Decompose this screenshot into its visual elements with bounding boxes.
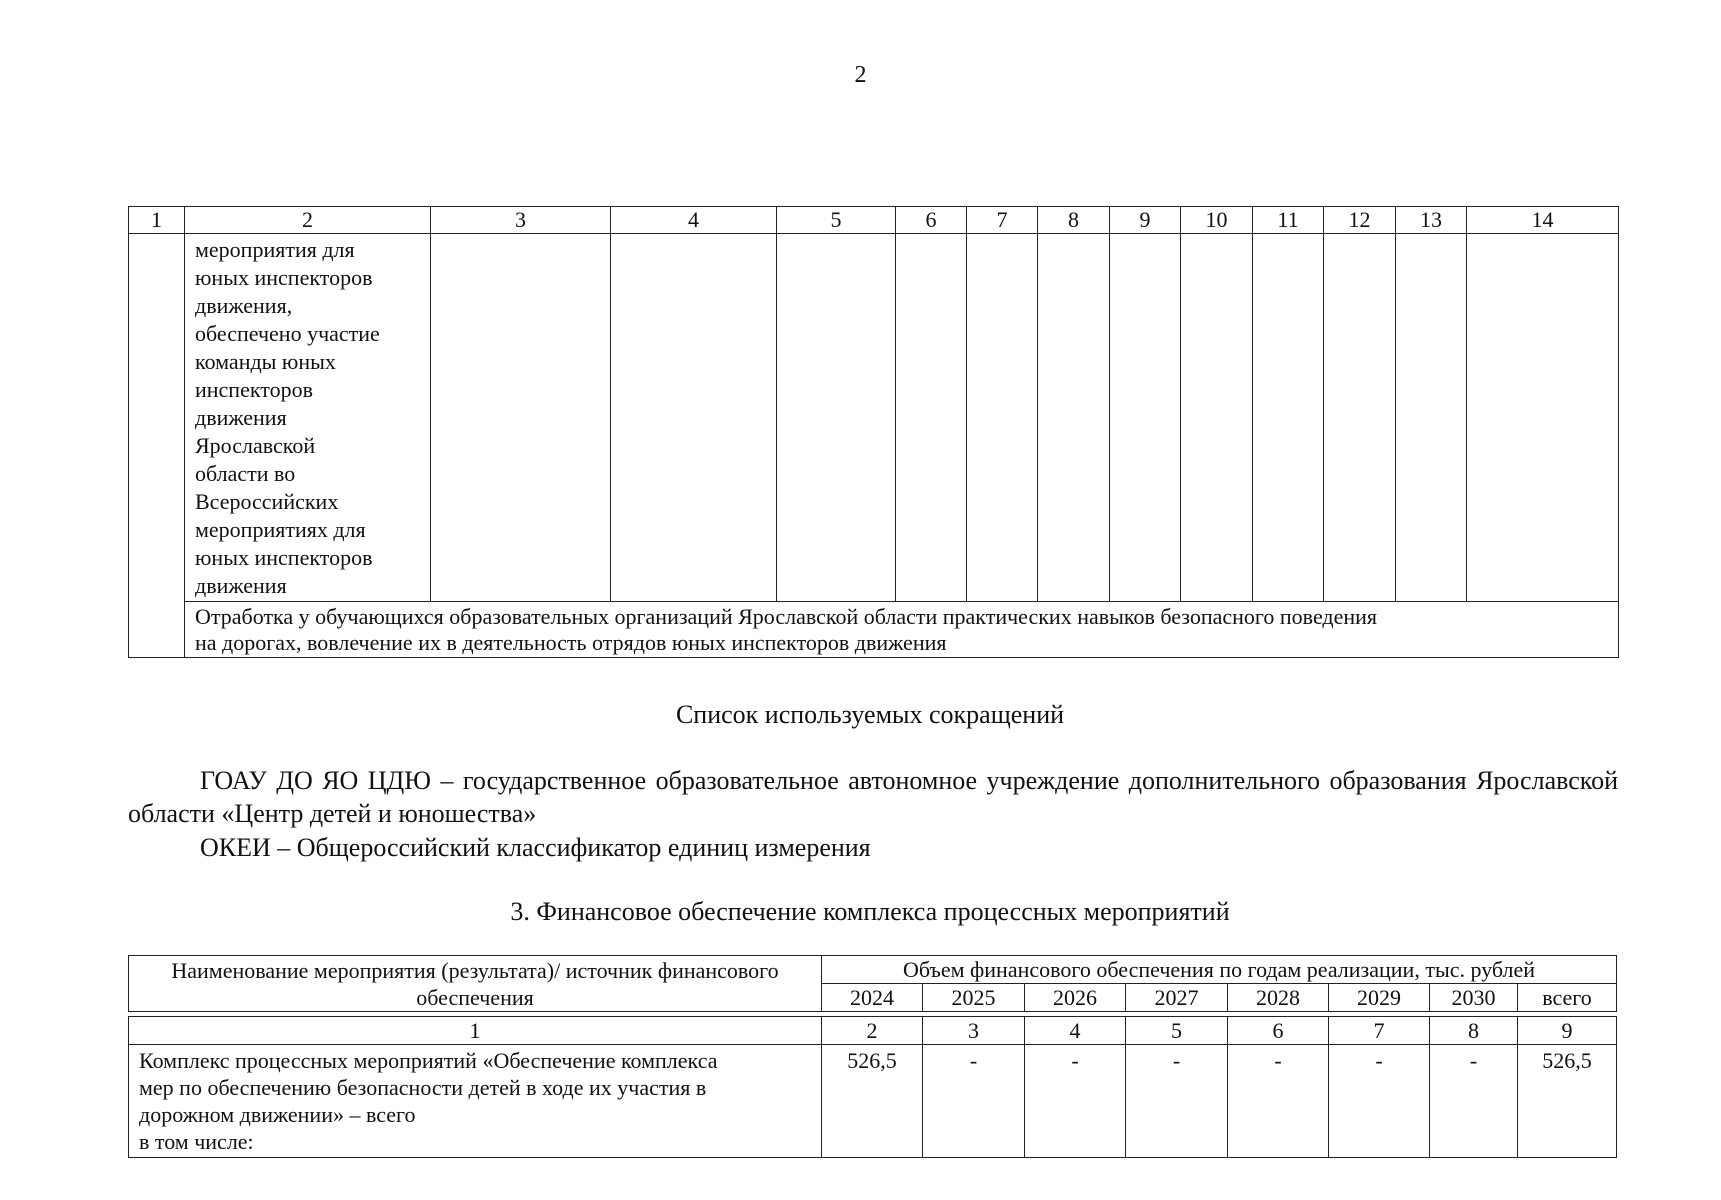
col-num: 8: [1430, 1017, 1518, 1045]
col-num: 10: [1181, 207, 1253, 234]
col-num: 6: [896, 207, 967, 234]
col-num: 3: [923, 1017, 1025, 1045]
value-cell: 526,5: [1518, 1045, 1617, 1158]
col-num: 9: [1518, 1017, 1617, 1045]
empty-cell: [129, 234, 185, 658]
section-title: 3. Финансовое обеспечение комплекса процессных мероприятий: [510, 897, 1230, 926]
col-num: 3: [431, 207, 611, 234]
col-num: 13: [1396, 207, 1467, 234]
table-row: [129, 1045, 1617, 1158]
col-num: 8: [1038, 207, 1110, 234]
result-line-2: на дорогах, вовлечение их в деятельность отрядов юных инспекторов движения: [195, 630, 947, 655]
header-name: Наименование мероприятия (результата)/ источник финансового обеспечения: [129, 956, 822, 1012]
empty-cell: [777, 234, 896, 602]
row-name: Комплекс процессных мероприятий «Обеспечение комплекса мер по обеспечению безопасности детей в ходе их участия в дорожном движении» – всего в том числе:: [129, 1045, 822, 1158]
col-num: 14: [1467, 207, 1619, 234]
empty-cell: [1396, 234, 1467, 602]
col-num: 4: [611, 207, 777, 234]
measures-table-continuation: [128, 206, 1619, 658]
result-line-1: Отработка у обучающихся образовательных организаций Ярославской области практических навыков безопасного поведения: [195, 604, 1378, 629]
col-num: 2: [185, 207, 431, 234]
value-cell: -: [1228, 1045, 1329, 1158]
result-cell: [185, 602, 1619, 658]
empty-cell: [1038, 234, 1110, 602]
col-num: 7: [1329, 1017, 1430, 1045]
value-cell: -: [923, 1045, 1025, 1158]
empty-cell: [1110, 234, 1181, 602]
financing-table: [128, 955, 1617, 1158]
empty-cell: [1467, 234, 1619, 602]
empty-cell: [611, 234, 777, 602]
col-num: 1: [129, 207, 185, 234]
col-num: 9: [1110, 207, 1181, 234]
measure-description: мероприятия для юных инспекторов движения, обеспечено участие команды юных инспекторов движения Ярославской области во Всероссийских мероприятиях для юных инспекторов движения: [185, 234, 431, 602]
year-header: 2029: [1329, 984, 1430, 1012]
year-header: 2024: [822, 984, 923, 1012]
col-num: 11: [1253, 207, 1324, 234]
col-num: 7: [967, 207, 1038, 234]
col-num: 5: [777, 207, 896, 234]
year-header: 2025: [923, 984, 1025, 1012]
col-num: 4: [1025, 1017, 1126, 1045]
value-cell: -: [1126, 1045, 1228, 1158]
year-header: 2030: [1430, 984, 1518, 1012]
value-cell: -: [1329, 1045, 1430, 1158]
value-cell: -: [1025, 1045, 1126, 1158]
column-number-row: [129, 207, 1619, 234]
header-volume: Объем финансового обеспечения по годам реализации, тыс. рублей: [822, 956, 1617, 984]
empty-cell: [1181, 234, 1253, 602]
empty-cell: [967, 234, 1038, 602]
year-header: 2026: [1025, 984, 1126, 1012]
value-cell: -: [1430, 1045, 1518, 1158]
abbreviations-title: Список используемых сокращений: [675, 700, 1065, 729]
page-number: 2: [854, 62, 867, 88]
col-num: 1: [129, 1017, 822, 1045]
table-row: [129, 234, 1619, 602]
year-header: всего: [1518, 984, 1617, 1012]
column-number-row: [129, 1017, 1617, 1045]
col-num: 12: [1324, 207, 1396, 234]
col-num: 6: [1228, 1017, 1329, 1045]
abbreviation-item: ГОАУ ДО ЯО ЦДЮ – государственное образовательное автономное учреждение дополнительного образования Ярославской области «Центр детей и юношества»: [128, 766, 1618, 828]
value-cell: 526,5: [822, 1045, 923, 1158]
abbreviation-item: ОКЕИ – Общероссийский классификатор единиц измерения: [200, 833, 871, 862]
empty-cell: [431, 234, 611, 602]
header-row: [129, 956, 1617, 984]
empty-cell: [896, 234, 967, 602]
result-row: [129, 602, 1619, 658]
year-header: 2027: [1126, 984, 1228, 1012]
col-num: 5: [1126, 1017, 1228, 1045]
empty-cell: [1253, 234, 1324, 602]
empty-cell: [1324, 234, 1396, 602]
year-header: 2028: [1228, 984, 1329, 1012]
col-num: 2: [822, 1017, 923, 1045]
